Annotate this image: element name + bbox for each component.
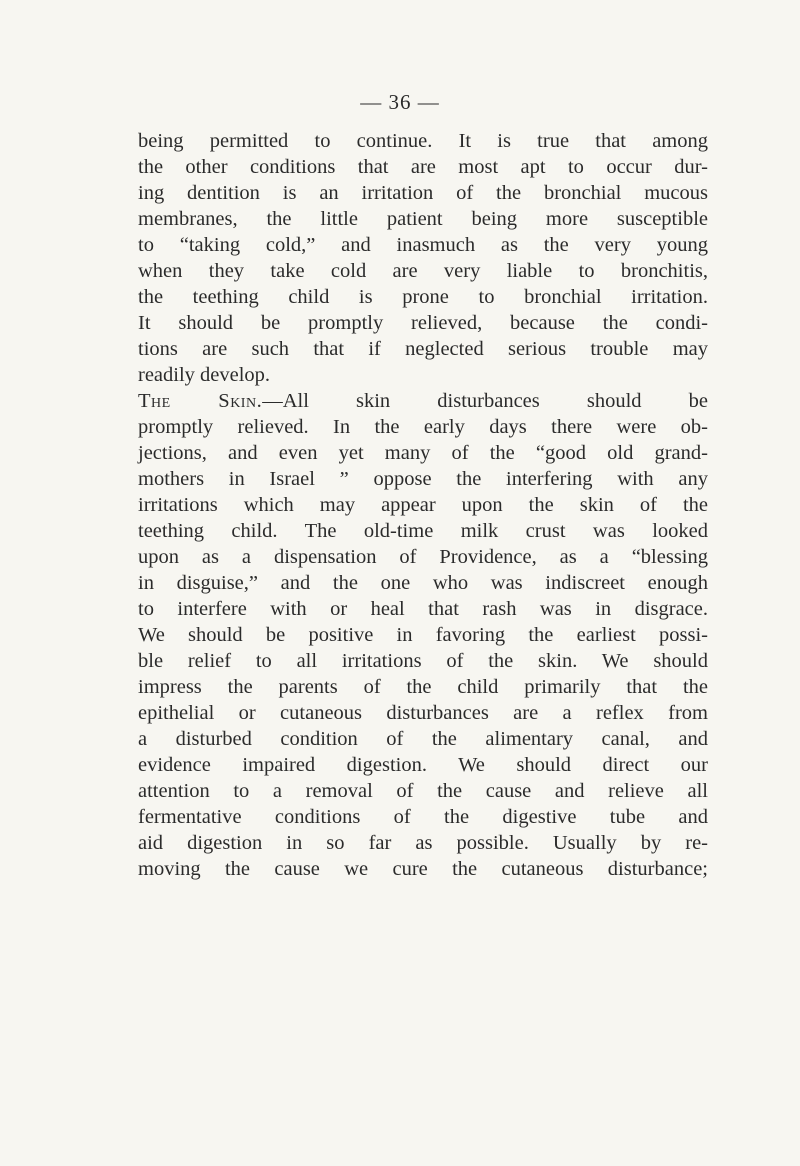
text-line: in disguise,” and the one who was indiscreet enough bbox=[138, 572, 708, 594]
text-line: mothers in Israel ” oppose the interfering with any bbox=[138, 468, 708, 490]
text-line: epithelial or cutaneous disturbances are a reflex from bbox=[138, 702, 708, 724]
text-line: tions are such that if neglected serious trouble may bbox=[138, 338, 708, 360]
text-line: when they take cold are very liable to bronchitis, bbox=[138, 260, 708, 282]
section-start-text: —All skin disturbances should be bbox=[262, 390, 708, 412]
text-line: moving the cause we cure the cutaneous disturbance; bbox=[138, 858, 708, 880]
text-line: aid digestion in so far as possible. Usually by re- bbox=[138, 832, 708, 854]
text-line: teething child. The old-time milk crust was looked bbox=[138, 520, 708, 542]
text-line: to “taking cold,” and inasmuch as the very young bbox=[138, 234, 708, 256]
text-line: the other conditions that are most apt to occur dur- bbox=[138, 156, 708, 178]
text-line: a disturbed condition of the alimentary canal, and bbox=[138, 728, 708, 750]
text-line: upon as a dispensation of Providence, as a “blessing bbox=[138, 546, 708, 568]
section-heading: The Skin. bbox=[138, 390, 263, 412]
body-text bbox=[138, 128, 708, 882]
text-line: ing dentition is an irritation of the bronchial mucous bbox=[138, 182, 708, 204]
text-line: to interfere with or heal that rash was in disgrace. bbox=[138, 598, 708, 620]
text-line: promptly relieved. In the early days there were ob- bbox=[138, 416, 708, 438]
text-line: readily develop. bbox=[138, 364, 271, 386]
text-line: jections, and even yet many of the “good old grand- bbox=[138, 442, 708, 464]
text-line: We should be positive in favoring the earliest possi- bbox=[138, 624, 708, 646]
text-line: It should be promptly relieved, because the condi- bbox=[138, 312, 708, 334]
text-line: attention to a removal of the cause and relieve all bbox=[138, 780, 708, 802]
text-line: the teething child is prone to bronchial irritation. bbox=[138, 286, 708, 308]
text-line: evidence impaired digestion. We should direct our bbox=[138, 754, 708, 776]
section-start-line bbox=[138, 388, 708, 414]
text-line: irritations which may appear upon the skin of the bbox=[138, 494, 708, 516]
text-line: membranes, the little patient being more susceptible bbox=[138, 208, 708, 230]
text-line: fermentative conditions of the digestive tube and bbox=[138, 806, 708, 828]
text-line: being permitted to continue. It is true that among bbox=[138, 130, 708, 152]
text-line: impress the parents of the child primarily that the bbox=[138, 676, 708, 698]
text-line: ble relief to all irritations of the skin. We should bbox=[138, 650, 708, 672]
page-number: — 36 — bbox=[360, 90, 440, 114]
